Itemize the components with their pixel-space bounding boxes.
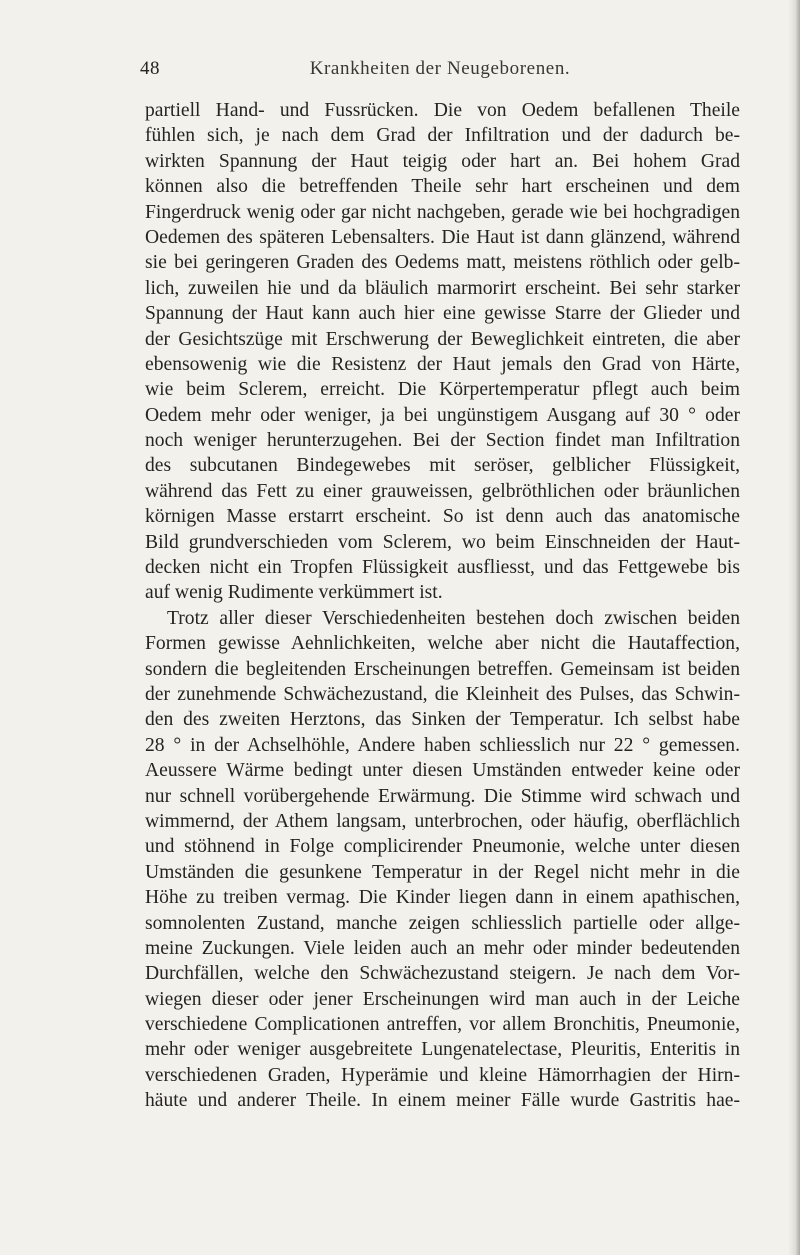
text-line: wie beim Sclerem, erreicht. Die Körpertemperatur pflegt auch beim: [145, 379, 740, 401]
text-line: der Gesichtszüge mit Erschwerung der Beweglichkeit eintreten, die aber: [145, 328, 740, 350]
text-line: somnolenten Zustand, manche zeigen schliesslich partielle oder allge-: [145, 912, 740, 934]
text-line: wirkten Spannung der Haut teigig oder hart an. Bei hohem Grad: [145, 150, 740, 172]
text-line: Oedemen des späteren Lebensalters. Die Haut ist dann glänzend, während: [145, 226, 740, 248]
text-line: partiell Hand- und Fussrücken. Die von Oedem befallenen Theile: [145, 100, 740, 121]
text-line: Höhe zu treiben vermag. Die Kinder liegen dann in einem apathischen,: [145, 887, 740, 909]
text-line: nur schnell vorübergehende Erwärmung. Die Stimme wird schwach und: [145, 785, 740, 807]
text-line: sondern die begleitenden Erscheinungen betreffen. Gemeinsam ist beiden: [145, 658, 740, 680]
text-line: den des zweiten Herztons, das Sinken der Temperatur. Ich selbst habe: [145, 709, 740, 731]
text-line: ebensowenig wie die Resistenz der Haut jemals den Grad von Härte,: [145, 353, 740, 375]
body-text: [145, 98, 740, 1114]
text-line: Formen gewisse Aehnlichkeiten, welche aber nicht die Hautaffection,: [145, 633, 740, 655]
paragraph-1: [145, 98, 740, 606]
text-line: verschiedenen Graden, Hyperämie und kleine Hämorrhagien der Hirn-: [145, 1064, 740, 1086]
text-line: wimmernd, der Athem langsam, unterbrochen, oder häufig, oberflächlich: [145, 810, 740, 832]
text-line: meine Zuckungen. Viele leiden auch an mehr oder minder bedeutenden: [145, 937, 740, 959]
text-line: Bild grundverschieden vom Sclerem, wo beim Einschneiden der Haut-: [145, 531, 740, 553]
text-line: Fingerdruck wenig oder gar nicht nachgeben, gerade wie bei hochgradigen: [145, 201, 740, 223]
text-line: Spannung der Haut kann auch hier eine gewisse Starre der Glieder und: [145, 303, 740, 325]
text-line: Trotz aller dieser Verschiedenheiten bestehen doch zwischen beiden: [167, 607, 740, 629]
text-line: Umständen die gesunkene Temperatur in der Regel nicht mehr in die: [145, 861, 740, 883]
text-line: der zunehmende Schwächezustand, die Kleinheit des Pulses, das Schwin-: [145, 683, 740, 705]
text-line: und stöhnend in Folge complicirender Pneumonie, welche unter diesen: [145, 836, 740, 858]
text-line: während das Fett zu einer grauweissen, gelbröthlichen oder bräunlichen: [145, 480, 740, 502]
text-line: körnigen Masse erstarrt erscheint. So ist denn auch das anatomische: [145, 506, 740, 528]
text-line: Oedem mehr oder weniger, ja bei ungünstigem Ausgang auf 30 ° oder: [145, 404, 740, 426]
paragraph-2: [145, 606, 740, 1114]
text-line: lich, zuweilen hie und da bläulich marmorirt erscheint. Bei sehr starker: [145, 277, 740, 299]
text-line: fühlen sich, je nach dem Grad der Infiltration und der dadurch be-: [145, 125, 740, 147]
text-line: Durchfällen, welche den Schwächezustand steigern. Je nach dem Vor-: [145, 963, 740, 985]
text-line: des subcutanen Bindegewebes mit seröser, gelblicher Flüssigkeit,: [145, 455, 740, 477]
text-line: Aeussere Wärme bedingt unter diesen Umständen entweder keine oder: [145, 760, 740, 782]
text-line: decken nicht ein Tropfen Flüssigkeit ausfliesst, und das Fettgewebe bis: [145, 557, 740, 579]
page-number: 48: [140, 58, 160, 79]
text-line: 28 ° in der Achselhöhle, Andere haben schliesslich nur 22 ° gemessen.: [145, 734, 740, 756]
text-line: mehr oder weniger ausgebreitete Lungenatelectase, Pleuritis, Enteritis in: [145, 1039, 740, 1061]
running-title: Krankheiten der Neugeborenen.: [309, 58, 571, 79]
text-line: wiegen dieser oder jener Erscheinungen wird man auch in der Leiche: [145, 988, 740, 1010]
text-line: auf wenig Rudimente verkümmert ist.: [145, 582, 443, 604]
page-edge-shadow: [788, 0, 800, 1255]
text-line: verschiedene Complicationen antreffen, vor allem Bronchitis, Pneumonie,: [145, 1014, 740, 1036]
text-line: noch weniger herunterzugehen. Bei der Section findet man Infiltration: [145, 430, 740, 452]
text-line: sie bei geringeren Graden des Oedems matt, meistens röthlich oder gelb-: [145, 252, 740, 274]
text-line: können also die betreffenden Theile sehr hart erscheinen und dem: [145, 176, 740, 198]
text-line: häute und anderer Theile. In einem meiner Fälle wurde Gastritis hae-: [145, 1090, 740, 1112]
page-header: [140, 58, 740, 84]
